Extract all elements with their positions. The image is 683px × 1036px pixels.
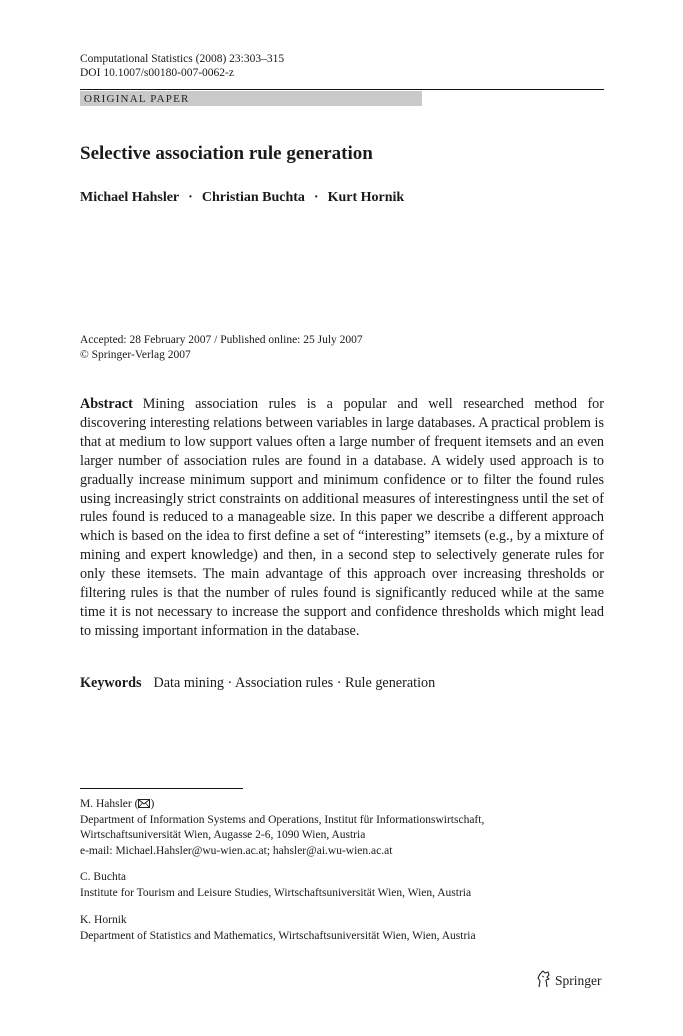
publisher-name: Springer bbox=[555, 973, 602, 988]
journal-reference bbox=[80, 52, 284, 80]
author-name: Kurt Hornik bbox=[327, 190, 405, 205]
section-label: ORIGINAL PAPER bbox=[84, 93, 190, 105]
affiliation-line: Department of Information Systems and Operations, Institut für Informationswirtschaft, bbox=[80, 813, 485, 826]
author-name: Christian Buchta bbox=[201, 190, 305, 205]
affiliation-name: K. Hornik bbox=[80, 914, 127, 926]
springer-horse-icon bbox=[536, 970, 552, 988]
affiliation-line: Institute for Tourism and Leisure Studies, Wirtschaftsuniversität Wien, Wien, Austria bbox=[80, 886, 472, 899]
envelope-icon bbox=[138, 798, 150, 807]
footnote-rule bbox=[80, 788, 243, 789]
section-ribbon bbox=[80, 91, 422, 106]
journal-citation: Computational Statistics (2008) 23:303–315 bbox=[80, 53, 285, 65]
paper-title: Selective association rule generation bbox=[80, 143, 373, 164]
affiliation-name: M. Hahsler ( ) bbox=[80, 798, 155, 810]
author-name: Michael Hahsler bbox=[80, 190, 180, 205]
doi: DOI 10.1007/s00180-007-0062-z bbox=[80, 67, 234, 79]
abstract-text: Mining association rules is a popular and well researched method for discovering interesting relations between variables in large databases. A practical problem is that at medium to low support values often a large number of frequent itemsets and an even larger number of association rules are found in a database. A widely used approach is to gradually increase minimum support and minimum confidence or to filter the found rules using increasingly strict constraints on additional measures of interestingness until the set of rules found is reduced to a manageable size. In this paper we describe a different approach which is based on the idea to first define a set of “interesting” itemsets (e.g., by a mixture of mining and expert knowledge) and then, in a second step to selectively generate rules for only these itemsets. The main advantage of this approach over increasing thresholds or filtering rules is that the number of rules found is significantly reduced while at the same time it is not necessary to increase the support and confidence thresholds which might lead to missing important information in the database. bbox=[80, 396, 604, 639]
author-separator: · bbox=[188, 190, 193, 205]
affiliation-hahsler bbox=[80, 797, 604, 859]
publication-dates bbox=[80, 333, 363, 362]
keywords-heading: Keywords bbox=[80, 675, 142, 691]
keywords-text: Data mining · Association rules · Rule generation bbox=[153, 675, 436, 691]
affiliation-line: Department of Statistics and Mathematics, Wirtschaftsuniversität Wien, Wien, Austria bbox=[80, 929, 476, 942]
abstract bbox=[80, 395, 604, 641]
author-separator: · bbox=[313, 190, 319, 205]
publisher-mark bbox=[536, 970, 602, 990]
email-line: e-mail: Michael.Hahsler@wu-wien.ac.at; hahsler@ai.wu-wien.ac.at bbox=[80, 844, 393, 857]
header-rule bbox=[80, 89, 604, 90]
abstract-heading: Abstract bbox=[80, 396, 133, 412]
affiliation-hornik bbox=[80, 913, 604, 944]
affiliation-line: Wirtschaftsuniversität Wien, Augasse 2-6, 1090 Wien, Austria bbox=[80, 829, 366, 841]
affiliation-buchta bbox=[80, 870, 604, 901]
author-list bbox=[80, 189, 404, 207]
affiliation-name: C. Buchta bbox=[80, 871, 126, 883]
copyright-line: © Springer-Verlag 2007 bbox=[80, 348, 191, 361]
keywords bbox=[80, 674, 435, 692]
accepted-published-line: Accepted: 28 February 2007 / Published online: 25 July 2007 bbox=[80, 334, 363, 346]
